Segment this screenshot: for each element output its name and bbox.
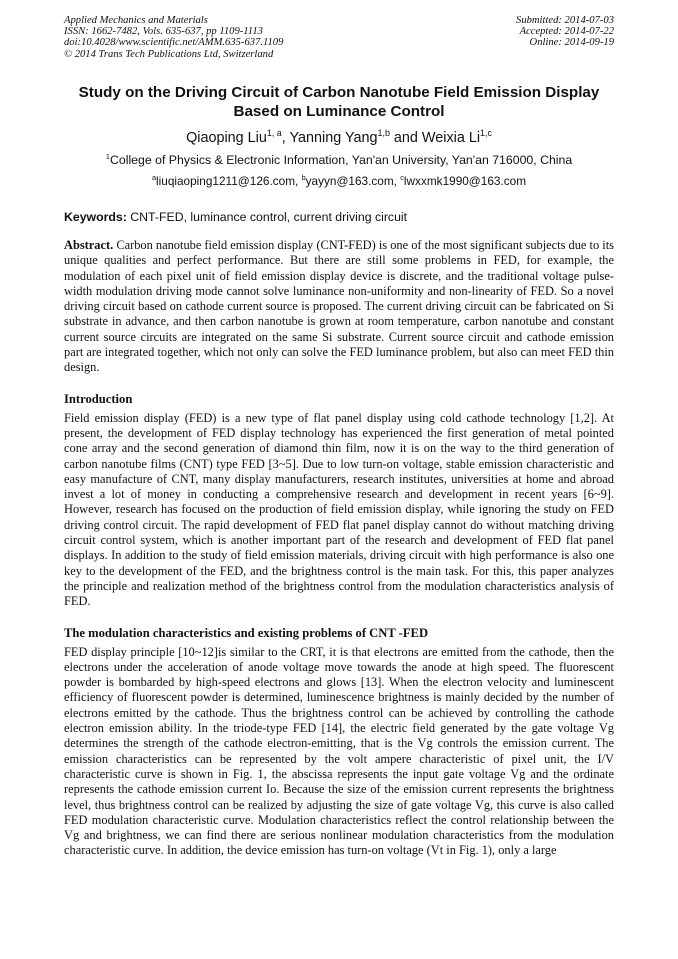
author-1-affil: 1, a [266, 128, 282, 139]
keywords-label: Keywords: [64, 210, 127, 224]
submitted-date: Submitted: 2014-07-03 [516, 15, 614, 26]
email-marker: a [151, 173, 157, 183]
affiliation-number: 1 [105, 151, 110, 161]
modulation-text: FED display principle [10~12]is similar to the CRT, it is that electrons are emitted from the cathode, then the electrons under the acceleration of anode voltage move towards the anode at high speed. The fluorescent powder is bombarded by high-speed electrons and glows [13]. When the electron velocity and luminescent efficiency of fluorescent powder is determined, luminescence brightness is mainly decided by the number of electrons emitted by the cathode. Thus the brightness control can be achieved by controlling the cathode electron emission ability. In the triode-type FED [14], the electric field generated by the gate voltage Vg determines the strength of the cathode electron-emitting, that is the Vg controls the emission current. The emission characteristics can be represented by the volt ampere characteristic of pixel unit, the I/V characteristic curve is shown in Fig. 1, the abscissa represents the input gate voltage Vg and the ordinate represents the cathode emission current Io. Because the size of the emission current represents the brightness level, thus brightness control can be realized by adjusting the size of gate voltage Vg, this curve is also called FED modulation characteristic curve. Modulation characteristics reflect the control relationship between the Vg and brightness, we can find there are serious nonlinear modulation characteristics from the modulation characteristic curve. In addition, the device emission has turn-on voltage (Vt in Fig. 1), only a large [64, 644, 614, 858]
journal-header-left [64, 15, 283, 60]
paper-body [64, 83, 614, 859]
author-emails [64, 173, 614, 189]
author-3-affil: 1,c [480, 128, 492, 139]
email-marker: c [400, 173, 404, 183]
keywords [64, 209, 614, 225]
email-1: liuqiaoping1211@126.com, [156, 174, 302, 188]
affiliation [64, 152, 614, 168]
journal-header-right [516, 15, 614, 49]
doi-line: doi:10.4028/www.scientific.net/AMM.635-637.1109 [64, 37, 284, 49]
author-list [64, 129, 614, 147]
abstract-text: Carbon nanotube field emission display (CNT-FED) is one of the most significant subjects due to its unique qualities and perfect performance. But there are still some problems in FED, for example, the modulation of each pixel unit of field emission display device is discrete, and the traditional voltage pulse-width modulation driving mode cannot solve luminance non-uniformity and non-linearity of FED. So a novel driving circuit based on cathode current source is proposed. The current driving circuit can be fabricated on Si substrate in advance, and then carbon nanotube is grown at room temperature, carbon nanotube and constant current source circuits are integrated on the same Si substrate. Current source circuit and cathode emission part are integrated together, which not only can solve the FED luminance problem, but also can meet FED thin design. [64, 238, 614, 375]
author-separator: and [389, 130, 422, 146]
abstract-label: Abstract. [64, 238, 114, 252]
copyright-line: © 2014 Trans Tech Publications Ltd, Switzerland [64, 48, 274, 60]
accepted-date: Accepted: 2014-07-22 [519, 26, 614, 38]
issn-line: ISSN: 1662-7482, Vols. 635-637, pp 1109-1113 [64, 26, 263, 38]
author-2-affil: 1,b [377, 128, 390, 139]
introduction-text: Field emission display (FED) is a new type of flat panel display using cold cathode technology [1,2]. At present, the development of FED display technology has experienced the first generation of metal pointed cone array and the second generation of diamond thin film, now it is on the way to the third generation of carbon nanotube films (CNT) type FED [3~5]. Due to low turn-on voltage, stable emission characteristic and easy manufacture of CNT, many display manufacturers, research institutes, universities at home and abroad invest a lot of money in conducting a comprehensive research and development in recent years [6~9]. However, research has focused on the production of field emission display, while ignoring the study on FED driving control circuit. The rapid development of FED flat panel display cannot do without matching driving circuit control system, which is another important part of the research and development of FED flat panel displays. In addition to the study of field emission materials, driving circuit with high performance is also one key to the development of the FED, and the brightness control is the main task. For this, this paper analyzes the principle and realization method of the brightness control from the modulation characteristics analysis of FED. [64, 410, 614, 609]
journal-name: Applied Mechanics and Materials [64, 15, 208, 26]
author-separator: , [281, 130, 290, 146]
modulation-heading: The modulation characteristics and existing problems of CNT -FED [64, 625, 429, 640]
online-date: Online: 2014-09-19 [529, 37, 614, 49]
keywords-text: CNT-FED, luminance control, current driving circuit [126, 210, 408, 224]
abstract [64, 238, 614, 376]
email-3: lwxxmk1990@163.com [403, 174, 527, 188]
email-marker: b [301, 173, 306, 183]
email-2: yayyn@163.com, [305, 174, 401, 188]
author-1: Qiaoping Liu [186, 130, 267, 146]
author-3: Weixia Li [421, 130, 481, 146]
title-line-2: Based on Luminance Control [233, 103, 445, 120]
introduction-heading: Introduction [64, 391, 133, 406]
title-line-1: Study on the Driving Circuit of Carbon Nanotube Field Emission Display [78, 84, 600, 101]
author-2: Yanning Yang [289, 130, 378, 146]
affiliation-text: College of Physics & Electronic Information, Yan'an University, Yan'an 716000, China [110, 153, 573, 167]
paper-title [64, 83, 614, 121]
